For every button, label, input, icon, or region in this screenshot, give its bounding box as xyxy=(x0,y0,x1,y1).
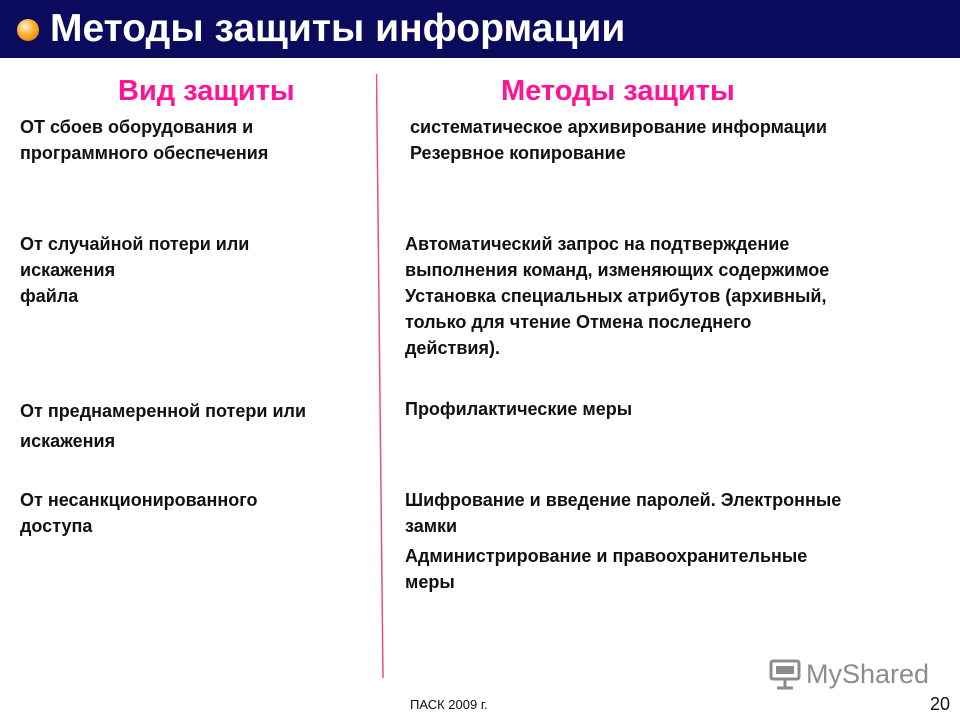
column-divider xyxy=(376,74,384,678)
watermark-text: MyShared xyxy=(806,658,930,689)
slide-title: Методы защиты информации xyxy=(50,7,626,50)
methods-unauthorized-access: Шифрование и введение паролей. Электронные замки Администрирование и правоохранительные меры xyxy=(405,490,842,592)
presentation-board-icon xyxy=(768,657,802,691)
title-bar xyxy=(0,0,960,58)
protection-type-unauthorized-access: От несанкционированного доступа xyxy=(20,490,258,536)
myshared-watermark xyxy=(768,656,929,692)
protection-type-intentional-loss: От преднамеренной потери или искажения xyxy=(20,401,307,451)
orange-bullet-icon xyxy=(17,19,39,41)
methods-hardware-failure: систематическое архивирование информации Резервное копирование xyxy=(410,117,827,163)
footer-text: ПАСК 2009 г. xyxy=(410,697,488,712)
page-number: 20 xyxy=(930,694,951,714)
methods-intentional-loss: Профилактические меры xyxy=(405,399,633,419)
left-column-heading: Вид защиты xyxy=(118,75,295,107)
protection-type-hardware-failure: ОТ сбоев оборудования и программного обеспечения xyxy=(20,117,269,163)
protection-type-accidental-loss: От случайной потери или искажения файла xyxy=(20,234,250,306)
right-column-heading: Методы защиты xyxy=(501,75,735,107)
methods-accidental-loss: Автоматический запрос на подтверждение выполнения команд, изменяющих содержимое Установка специальных атрибутов (архивный, только для чтение Отмена последнего действия). xyxy=(405,234,830,358)
